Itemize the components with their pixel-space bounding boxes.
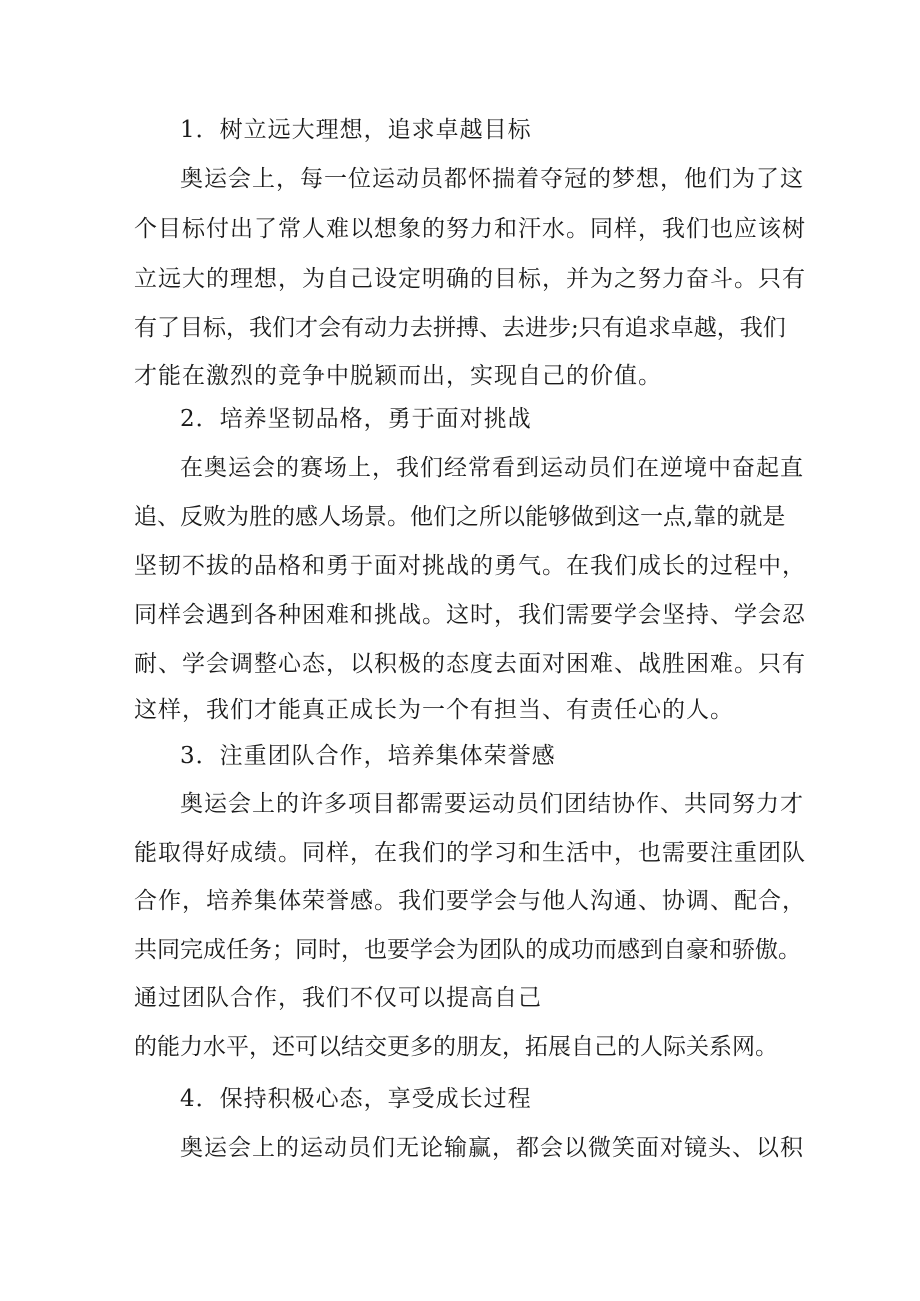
paragraph-2-line-4: 同样会遇到各种困难和挑战。这时，我们需要学会坚持、学会忍 [134,602,806,628]
section-heading-3: 3．注重团队合作，培养集体荣誉感 [180,743,556,769]
paragraph-1-line-4: 有了目标，我们才会有动力去拼搏、去进步;只有追求卓越，我们 [134,315,786,341]
paragraph-1-line-3: 立远大的理想，为自己设定明确的目标，并为之努力奋斗。只有 [134,266,806,292]
paragraph-3-line-3: 合作，培养集体荣誉感。我们要学会与他人沟通、协调、配合， [134,888,806,914]
paragraph-2-line-1: 在奥运会的赛场上，我们经常看到运动员们在逆境中奋起直 [180,455,804,481]
section-heading-4: 4．保持积极心态，享受成长过程 [180,1086,532,1112]
paragraph-1-line-5: 才能在激烈的竞争中脱颖而出，实现自己的价值。 [134,363,662,389]
paragraph-4-line-1: 奥运会上的运动员们无论输赢，都会以微笑面对镜头、以积 [180,1135,804,1161]
paragraph-1-line-1: 奥运会上，每一位运动员都怀揣着夺冠的梦想，他们为了这 [180,166,804,192]
paragraph-1-line-2: 个目标付出了常人难以想象的努力和汗水。同样，我们也应该树 [134,216,806,242]
paragraph-3-line-1: 奥运会上的许多项目都需要运动员们团结协作、共同努力才 [180,791,804,817]
section-heading-2: 2．培养坚韧品格，勇于面对挑战 [180,406,532,432]
paragraph-3-line-5: 通过团队合作，我们不仅可以提高自己 [134,985,542,1011]
paragraph-2-line-6: 这样，我们才能真正成长为一个有担当、有责任心的人。 [134,697,734,723]
paragraph-2-line-5: 耐、学会调整心态，以积极的态度去面对困难、战胜困难。只有 [134,651,806,677]
section-heading-1: 1．树立远大理想，追求卓越目标 [180,117,532,143]
paragraph-3-line-4: 共同完成任务；同时，也要学会为团队的成功而感到自豪和骄傲。 [134,937,801,963]
paragraph-2-line-3: 坚韧不拔的品格和勇于面对挑战的勇气。在我们成长的过程中， [134,553,806,579]
paragraph-3-line-6: 的能力水平，还可以结交更多的朋友，拓展自己的人际关系网。 [134,1034,778,1060]
paragraph-2-line-2: 追、反败为胜的感人场景。他们之所以能够做到这一点,靠的就是 [134,504,786,530]
paragraph-3-line-2: 能取得好成绩。同样，在我们的学习和生活中，也需要注重团队 [134,840,806,866]
